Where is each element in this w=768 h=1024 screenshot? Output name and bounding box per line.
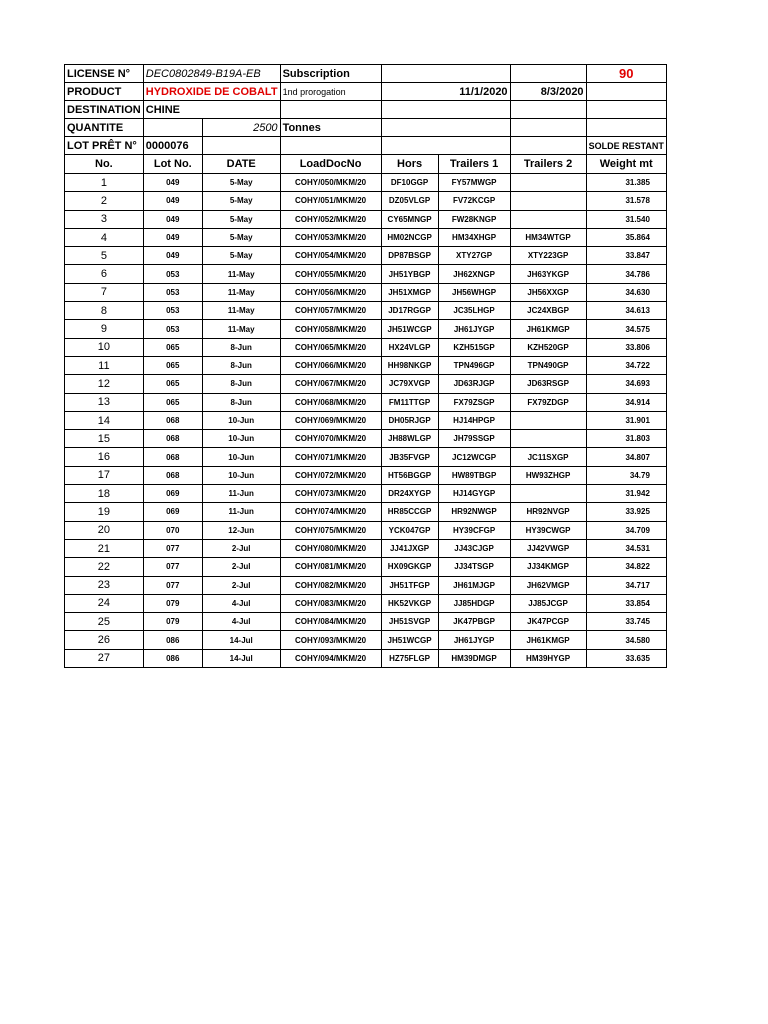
- cell-loaddoc: COHY/083/MKM/20: [280, 594, 381, 612]
- subscription-label: Subscription: [280, 65, 381, 83]
- cell-date: 5-May: [202, 192, 280, 210]
- cell-trailer1: JH61JYGP: [438, 320, 510, 338]
- cell-lot: 049: [143, 174, 202, 192]
- cell-lot: 065: [143, 338, 202, 356]
- cell-hors: JH51XMGP: [381, 283, 438, 301]
- cell-date: 2-Jul: [202, 576, 280, 594]
- cell-lot: 086: [143, 649, 202, 667]
- cell-date: 8-Jun: [202, 375, 280, 393]
- col-header-lot: Lot No.: [143, 155, 202, 174]
- cell-weight: 31.942: [586, 485, 666, 503]
- cell-trailer1: TPN496GP: [438, 356, 510, 374]
- cell-lot: 068: [143, 411, 202, 429]
- cell-trailer2: [510, 192, 586, 210]
- destination-value: CHINE: [143, 101, 280, 119]
- table-row: [65, 448, 667, 466]
- cell-loaddoc: COHY/065/MKM/20: [280, 338, 381, 356]
- cell-hors: JH51WCGP: [381, 320, 438, 338]
- cell-trailer1: HJ14HPGP: [438, 411, 510, 429]
- cell-trailer2: [510, 485, 586, 503]
- cell-date: 4-Jul: [202, 613, 280, 631]
- cell-trailer1: FV72KCGP: [438, 192, 510, 210]
- cell-trailer1: KZH515GP: [438, 338, 510, 356]
- cell-date: 14-Jul: [202, 631, 280, 649]
- cell-weight: 34.722: [586, 356, 666, 374]
- cell-weight: 33.925: [586, 503, 666, 521]
- cell-hors: DF10GGP: [381, 174, 438, 192]
- cell-hors: HZ75FLGP: [381, 649, 438, 667]
- cell-hors: HX09GKGP: [381, 558, 438, 576]
- cell-no: 23: [65, 576, 144, 594]
- cell-weight: 33.635: [586, 649, 666, 667]
- cell-loaddoc: COHY/055/MKM/20: [280, 265, 381, 283]
- cell-hors: JD17RGGP: [381, 302, 438, 320]
- cell-trailer1: JC35LHGP: [438, 302, 510, 320]
- cell-date: 5-May: [202, 228, 280, 246]
- cell-lot: 049: [143, 228, 202, 246]
- cell-hors: HR85CCGP: [381, 503, 438, 521]
- cell-trailer2: [510, 430, 586, 448]
- cell-lot: 068: [143, 448, 202, 466]
- cell-no: 12: [65, 375, 144, 393]
- cell-date: 8-Jun: [202, 356, 280, 374]
- cell-loaddoc: COHY/074/MKM/20: [280, 503, 381, 521]
- cell-no: 4: [65, 228, 144, 246]
- cell-trailer2: JD63RSGP: [510, 375, 586, 393]
- cell-loaddoc: COHY/066/MKM/20: [280, 356, 381, 374]
- table-row: [65, 631, 667, 649]
- col-header-date: DATE: [202, 155, 280, 174]
- cell-loaddoc: COHY/080/MKM/20: [280, 539, 381, 557]
- cell-weight: 33.745: [586, 613, 666, 631]
- cell-loaddoc: COHY/053/MKM/20: [280, 228, 381, 246]
- cell-date: 8-Jun: [202, 393, 280, 411]
- cell-weight: 35.864: [586, 228, 666, 246]
- cell-loaddoc: COHY/058/MKM/20: [280, 320, 381, 338]
- cell-weight: 34.914: [586, 393, 666, 411]
- cell-loaddoc: COHY/050/MKM/20: [280, 174, 381, 192]
- cell-loaddoc: COHY/094/MKM/20: [280, 649, 381, 667]
- cell-hors: HK52VKGP: [381, 594, 438, 612]
- cell-no: 8: [65, 302, 144, 320]
- cell-weight: 34.531: [586, 539, 666, 557]
- cell-trailer1: HY39CFGP: [438, 521, 510, 539]
- cell-weight: 31.578: [586, 192, 666, 210]
- col-header-trailers1: Trailers 1: [438, 155, 510, 174]
- cell-trailer1: HM34XHGP: [438, 228, 510, 246]
- cell-loaddoc: COHY/056/MKM/20: [280, 283, 381, 301]
- cell-lot: 049: [143, 192, 202, 210]
- cell-lot: 068: [143, 430, 202, 448]
- cell-date: 10-Jun: [202, 466, 280, 484]
- cell-lot: 053: [143, 283, 202, 301]
- cell-trailer1: JC12WCGP: [438, 448, 510, 466]
- cell-no: 17: [65, 466, 144, 484]
- cell-date: 4-Jul: [202, 594, 280, 612]
- cell-loaddoc: COHY/075/MKM/20: [280, 521, 381, 539]
- col-header-loaddoc: LoadDocNo: [280, 155, 381, 174]
- cell-lot: 065: [143, 375, 202, 393]
- table-row: [65, 411, 667, 429]
- cell-loaddoc: COHY/072/MKM/20: [280, 466, 381, 484]
- cell-date: 11-May: [202, 265, 280, 283]
- cell-date: 2-Jul: [202, 558, 280, 576]
- cell-trailer2: JH61KMGP: [510, 320, 586, 338]
- cell-weight: 34.693: [586, 375, 666, 393]
- cell-trailer2: JH61KMGP: [510, 631, 586, 649]
- cell-trailer1: HW89TBGP: [438, 466, 510, 484]
- cell-trailer2: HW93ZHGP: [510, 466, 586, 484]
- table-row: [65, 210, 667, 228]
- cell-date: 11-May: [202, 302, 280, 320]
- cell-loaddoc: COHY/054/MKM/20: [280, 247, 381, 265]
- cell-trailer2: JJ34KMGP: [510, 558, 586, 576]
- table-row: [65, 539, 667, 557]
- table-row: [65, 466, 667, 484]
- cell-weight: 31.901: [586, 411, 666, 429]
- cell-trailer1: HJ14GYGP: [438, 485, 510, 503]
- cell-trailer1: JD63RJGP: [438, 375, 510, 393]
- cell-no: 26: [65, 631, 144, 649]
- cell-no: 13: [65, 393, 144, 411]
- cell-lot: 077: [143, 539, 202, 557]
- table-row: [65, 320, 667, 338]
- cell-weight: 34.717: [586, 576, 666, 594]
- col-header-no: No.: [65, 155, 144, 174]
- cell-hors: HX24VLGP: [381, 338, 438, 356]
- cell-hors: HT56BGGP: [381, 466, 438, 484]
- cell-lot: 065: [143, 356, 202, 374]
- cell-trailer1: JJ43CJGP: [438, 539, 510, 557]
- quantite-label: QUANTITE: [65, 119, 144, 137]
- table-row: [65, 338, 667, 356]
- cell-loaddoc: COHY/052/MKM/20: [280, 210, 381, 228]
- table-row: [65, 393, 667, 411]
- cell-hors: YCK047GP: [381, 521, 438, 539]
- cell-loaddoc: COHY/068/MKM/20: [280, 393, 381, 411]
- cell-hors: HM02NCGP: [381, 228, 438, 246]
- table-row: [65, 265, 667, 283]
- cell-lot: 053: [143, 265, 202, 283]
- cell-trailer1: HR92NWGP: [438, 503, 510, 521]
- table-row: [65, 503, 667, 521]
- cell-no: 14: [65, 411, 144, 429]
- cell-trailer2: HM34WTGP: [510, 228, 586, 246]
- table-row: [65, 192, 667, 210]
- cell-trailer2: FX79ZDGP: [510, 393, 586, 411]
- cell-date: 10-Jun: [202, 411, 280, 429]
- lot-row: [65, 137, 667, 155]
- cell-weight: 31.803: [586, 430, 666, 448]
- cell-loaddoc: COHY/082/MKM/20: [280, 576, 381, 594]
- subscription-value: 90: [586, 65, 666, 83]
- cell-hors: CY65MNGP: [381, 210, 438, 228]
- cell-date: 11-Jun: [202, 503, 280, 521]
- cell-hors: JB35FVGP: [381, 448, 438, 466]
- lot-value: 0000076: [143, 137, 202, 155]
- cell-date: 11-May: [202, 283, 280, 301]
- cell-trailer1: HM39DMGP: [438, 649, 510, 667]
- cell-trailer1: JK47PBGP: [438, 613, 510, 631]
- cell-trailer1: JJ85HDGP: [438, 594, 510, 612]
- cell-lot: 049: [143, 210, 202, 228]
- cell-date: 5-May: [202, 247, 280, 265]
- cell-weight: 34.575: [586, 320, 666, 338]
- cell-no: 6: [65, 265, 144, 283]
- cell-no: 22: [65, 558, 144, 576]
- cell-hors: FM11TTGP: [381, 393, 438, 411]
- cell-no: 3: [65, 210, 144, 228]
- table-row: [65, 430, 667, 448]
- cell-lot: 077: [143, 558, 202, 576]
- quantite-unit: Tonnes: [280, 119, 381, 137]
- cell-hors: JH88WLGP: [381, 430, 438, 448]
- cell-hors: JH51WCGP: [381, 631, 438, 649]
- cell-trailer1: JJ34TSGP: [438, 558, 510, 576]
- table-row: [65, 558, 667, 576]
- cell-trailer2: HM39HYGP: [510, 649, 586, 667]
- cell-weight: 34.709: [586, 521, 666, 539]
- cell-no: 7: [65, 283, 144, 301]
- cell-no: 20: [65, 521, 144, 539]
- cell-hors: DR24XYGP: [381, 485, 438, 503]
- cell-trailer1: JH62XNGP: [438, 265, 510, 283]
- cell-trailer2: JH62VMGP: [510, 576, 586, 594]
- solde-label: SOLDE RESTANT: [586, 137, 666, 155]
- quantite-value: 2500: [202, 119, 280, 137]
- cell-no: 9: [65, 320, 144, 338]
- cell-no: 25: [65, 613, 144, 631]
- product-label: PRODUCT: [65, 83, 144, 101]
- cell-lot: 070: [143, 521, 202, 539]
- cell-trailer2: JK47PCGP: [510, 613, 586, 631]
- license-row: [65, 65, 667, 83]
- cell-date: 8-Jun: [202, 338, 280, 356]
- license-label: LICENSE N°: [65, 65, 144, 83]
- cell-no: 15: [65, 430, 144, 448]
- product-value: HYDROXIDE DE COBALT: [143, 83, 280, 101]
- cell-trailer1: XTY27GP: [438, 247, 510, 265]
- cell-loaddoc: COHY/069/MKM/20: [280, 411, 381, 429]
- cell-trailer1: FW28KNGP: [438, 210, 510, 228]
- cell-trailer2: HR92NVGP: [510, 503, 586, 521]
- table-row: [65, 228, 667, 246]
- cell-weight: 34.822: [586, 558, 666, 576]
- col-header-weight: Weight mt: [586, 155, 666, 174]
- cell-loaddoc: COHY/051/MKM/20: [280, 192, 381, 210]
- cell-date: 11-May: [202, 320, 280, 338]
- cell-weight: 33.847: [586, 247, 666, 265]
- destination-row: [65, 101, 667, 119]
- cell-lot: 069: [143, 503, 202, 521]
- date-to: 8/3/2020: [510, 83, 586, 101]
- cell-no: 2: [65, 192, 144, 210]
- cell-date: 5-May: [202, 174, 280, 192]
- cell-loaddoc: COHY/070/MKM/20: [280, 430, 381, 448]
- cell-lot: 049: [143, 247, 202, 265]
- cell-date: 10-Jun: [202, 430, 280, 448]
- cell-trailer2: HY39CWGP: [510, 521, 586, 539]
- cell-trailer2: JC24XBGP: [510, 302, 586, 320]
- table-row: [65, 247, 667, 265]
- cell-no: 16: [65, 448, 144, 466]
- destination-label: DESTINATION: [65, 101, 144, 119]
- cell-date: 14-Jul: [202, 649, 280, 667]
- product-row: [65, 83, 667, 101]
- cell-trailer2: JJ85JCGP: [510, 594, 586, 612]
- cell-loaddoc: COHY/073/MKM/20: [280, 485, 381, 503]
- cell-trailer1: JH61JYGP: [438, 631, 510, 649]
- table-row: [65, 302, 667, 320]
- cell-date: 5-May: [202, 210, 280, 228]
- cell-loaddoc: COHY/093/MKM/20: [280, 631, 381, 649]
- cell-trailer2: [510, 411, 586, 429]
- cell-loaddoc: COHY/057/MKM/20: [280, 302, 381, 320]
- table-row: [65, 576, 667, 594]
- cell-trailer1: JH61MJGP: [438, 576, 510, 594]
- cell-weight: 31.540: [586, 210, 666, 228]
- cell-trailer2: XTY223GP: [510, 247, 586, 265]
- cell-hors: HH98NKGP: [381, 356, 438, 374]
- cell-no: 10: [65, 338, 144, 356]
- cell-weight: 31.385: [586, 174, 666, 192]
- cell-lot: 079: [143, 613, 202, 631]
- cell-no: 5: [65, 247, 144, 265]
- cell-lot: 086: [143, 631, 202, 649]
- cell-date: 10-Jun: [202, 448, 280, 466]
- cell-trailer2: JH63YKGP: [510, 265, 586, 283]
- cell-no: 24: [65, 594, 144, 612]
- table-row: [65, 521, 667, 539]
- table-row: [65, 174, 667, 192]
- cell-trailer1: FY57MWGP: [438, 174, 510, 192]
- cell-trailer2: TPN490GP: [510, 356, 586, 374]
- cell-trailer1: FX79ZSGP: [438, 393, 510, 411]
- loading-table: [64, 64, 667, 668]
- table-row: [65, 375, 667, 393]
- cell-no: 27: [65, 649, 144, 667]
- cell-trailer2: JH56XXGP: [510, 283, 586, 301]
- quantite-row: [65, 119, 667, 137]
- table-row: [65, 485, 667, 503]
- cell-weight: 34.807: [586, 448, 666, 466]
- cell-trailer2: [510, 210, 586, 228]
- date-from: 11/1/2020: [381, 83, 510, 101]
- cell-weight: 34.613: [586, 302, 666, 320]
- license-value: DEC0802849-B19A-EB: [143, 65, 280, 83]
- cell-loaddoc: COHY/067/MKM/20: [280, 375, 381, 393]
- cell-hors: DH05RJGP: [381, 411, 438, 429]
- cell-hors: JC79XVGP: [381, 375, 438, 393]
- cell-weight: 33.854: [586, 594, 666, 612]
- table-row: [65, 594, 667, 612]
- cell-no: 19: [65, 503, 144, 521]
- cell-lot: 068: [143, 466, 202, 484]
- cell-hors: DZ05VLGP: [381, 192, 438, 210]
- cell-hors: DP87BSGP: [381, 247, 438, 265]
- col-header-trailers2: Trailers 2: [510, 155, 586, 174]
- cell-no: 1: [65, 174, 144, 192]
- table-row: [65, 613, 667, 631]
- cell-weight: 34.79: [586, 466, 666, 484]
- cell-trailer1: JH79SSGP: [438, 430, 510, 448]
- cell-lot: 065: [143, 393, 202, 411]
- col-header-hors: Hors: [381, 155, 438, 174]
- cell-no: 11: [65, 356, 144, 374]
- cell-loaddoc: COHY/084/MKM/20: [280, 613, 381, 631]
- cell-trailer2: JJ42VWGP: [510, 539, 586, 557]
- cell-lot: 053: [143, 320, 202, 338]
- cell-lot: 079: [143, 594, 202, 612]
- cell-hors: JH51YBGP: [381, 265, 438, 283]
- lot-label: LOT PRÊT N°: [65, 137, 144, 155]
- cell-lot: 077: [143, 576, 202, 594]
- cell-weight: 34.786: [586, 265, 666, 283]
- cell-hors: JH51TFGP: [381, 576, 438, 594]
- cell-trailer1: JH56WHGP: [438, 283, 510, 301]
- table-row: [65, 356, 667, 374]
- cell-loaddoc: COHY/071/MKM/20: [280, 448, 381, 466]
- cell-trailer2: KZH520GP: [510, 338, 586, 356]
- cell-lot: 069: [143, 485, 202, 503]
- table-row: [65, 649, 667, 667]
- cell-lot: 053: [143, 302, 202, 320]
- cell-weight: 34.630: [586, 283, 666, 301]
- cell-weight: 33.806: [586, 338, 666, 356]
- cell-date: 12-Jun: [202, 521, 280, 539]
- cell-hors: JJ41JXGP: [381, 539, 438, 557]
- cell-trailer2: JC11SXGP: [510, 448, 586, 466]
- cell-weight: 34.580: [586, 631, 666, 649]
- cell-trailer2: [510, 174, 586, 192]
- table-row: [65, 283, 667, 301]
- column-header-row: [65, 155, 667, 174]
- cell-no: 21: [65, 539, 144, 557]
- cell-date: 11-Jun: [202, 485, 280, 503]
- prorogation-label: 1nd prorogation: [280, 83, 381, 101]
- cell-loaddoc: COHY/081/MKM/20: [280, 558, 381, 576]
- cell-no: 18: [65, 485, 144, 503]
- cell-hors: JH51SVGP: [381, 613, 438, 631]
- cell-date: 2-Jul: [202, 539, 280, 557]
